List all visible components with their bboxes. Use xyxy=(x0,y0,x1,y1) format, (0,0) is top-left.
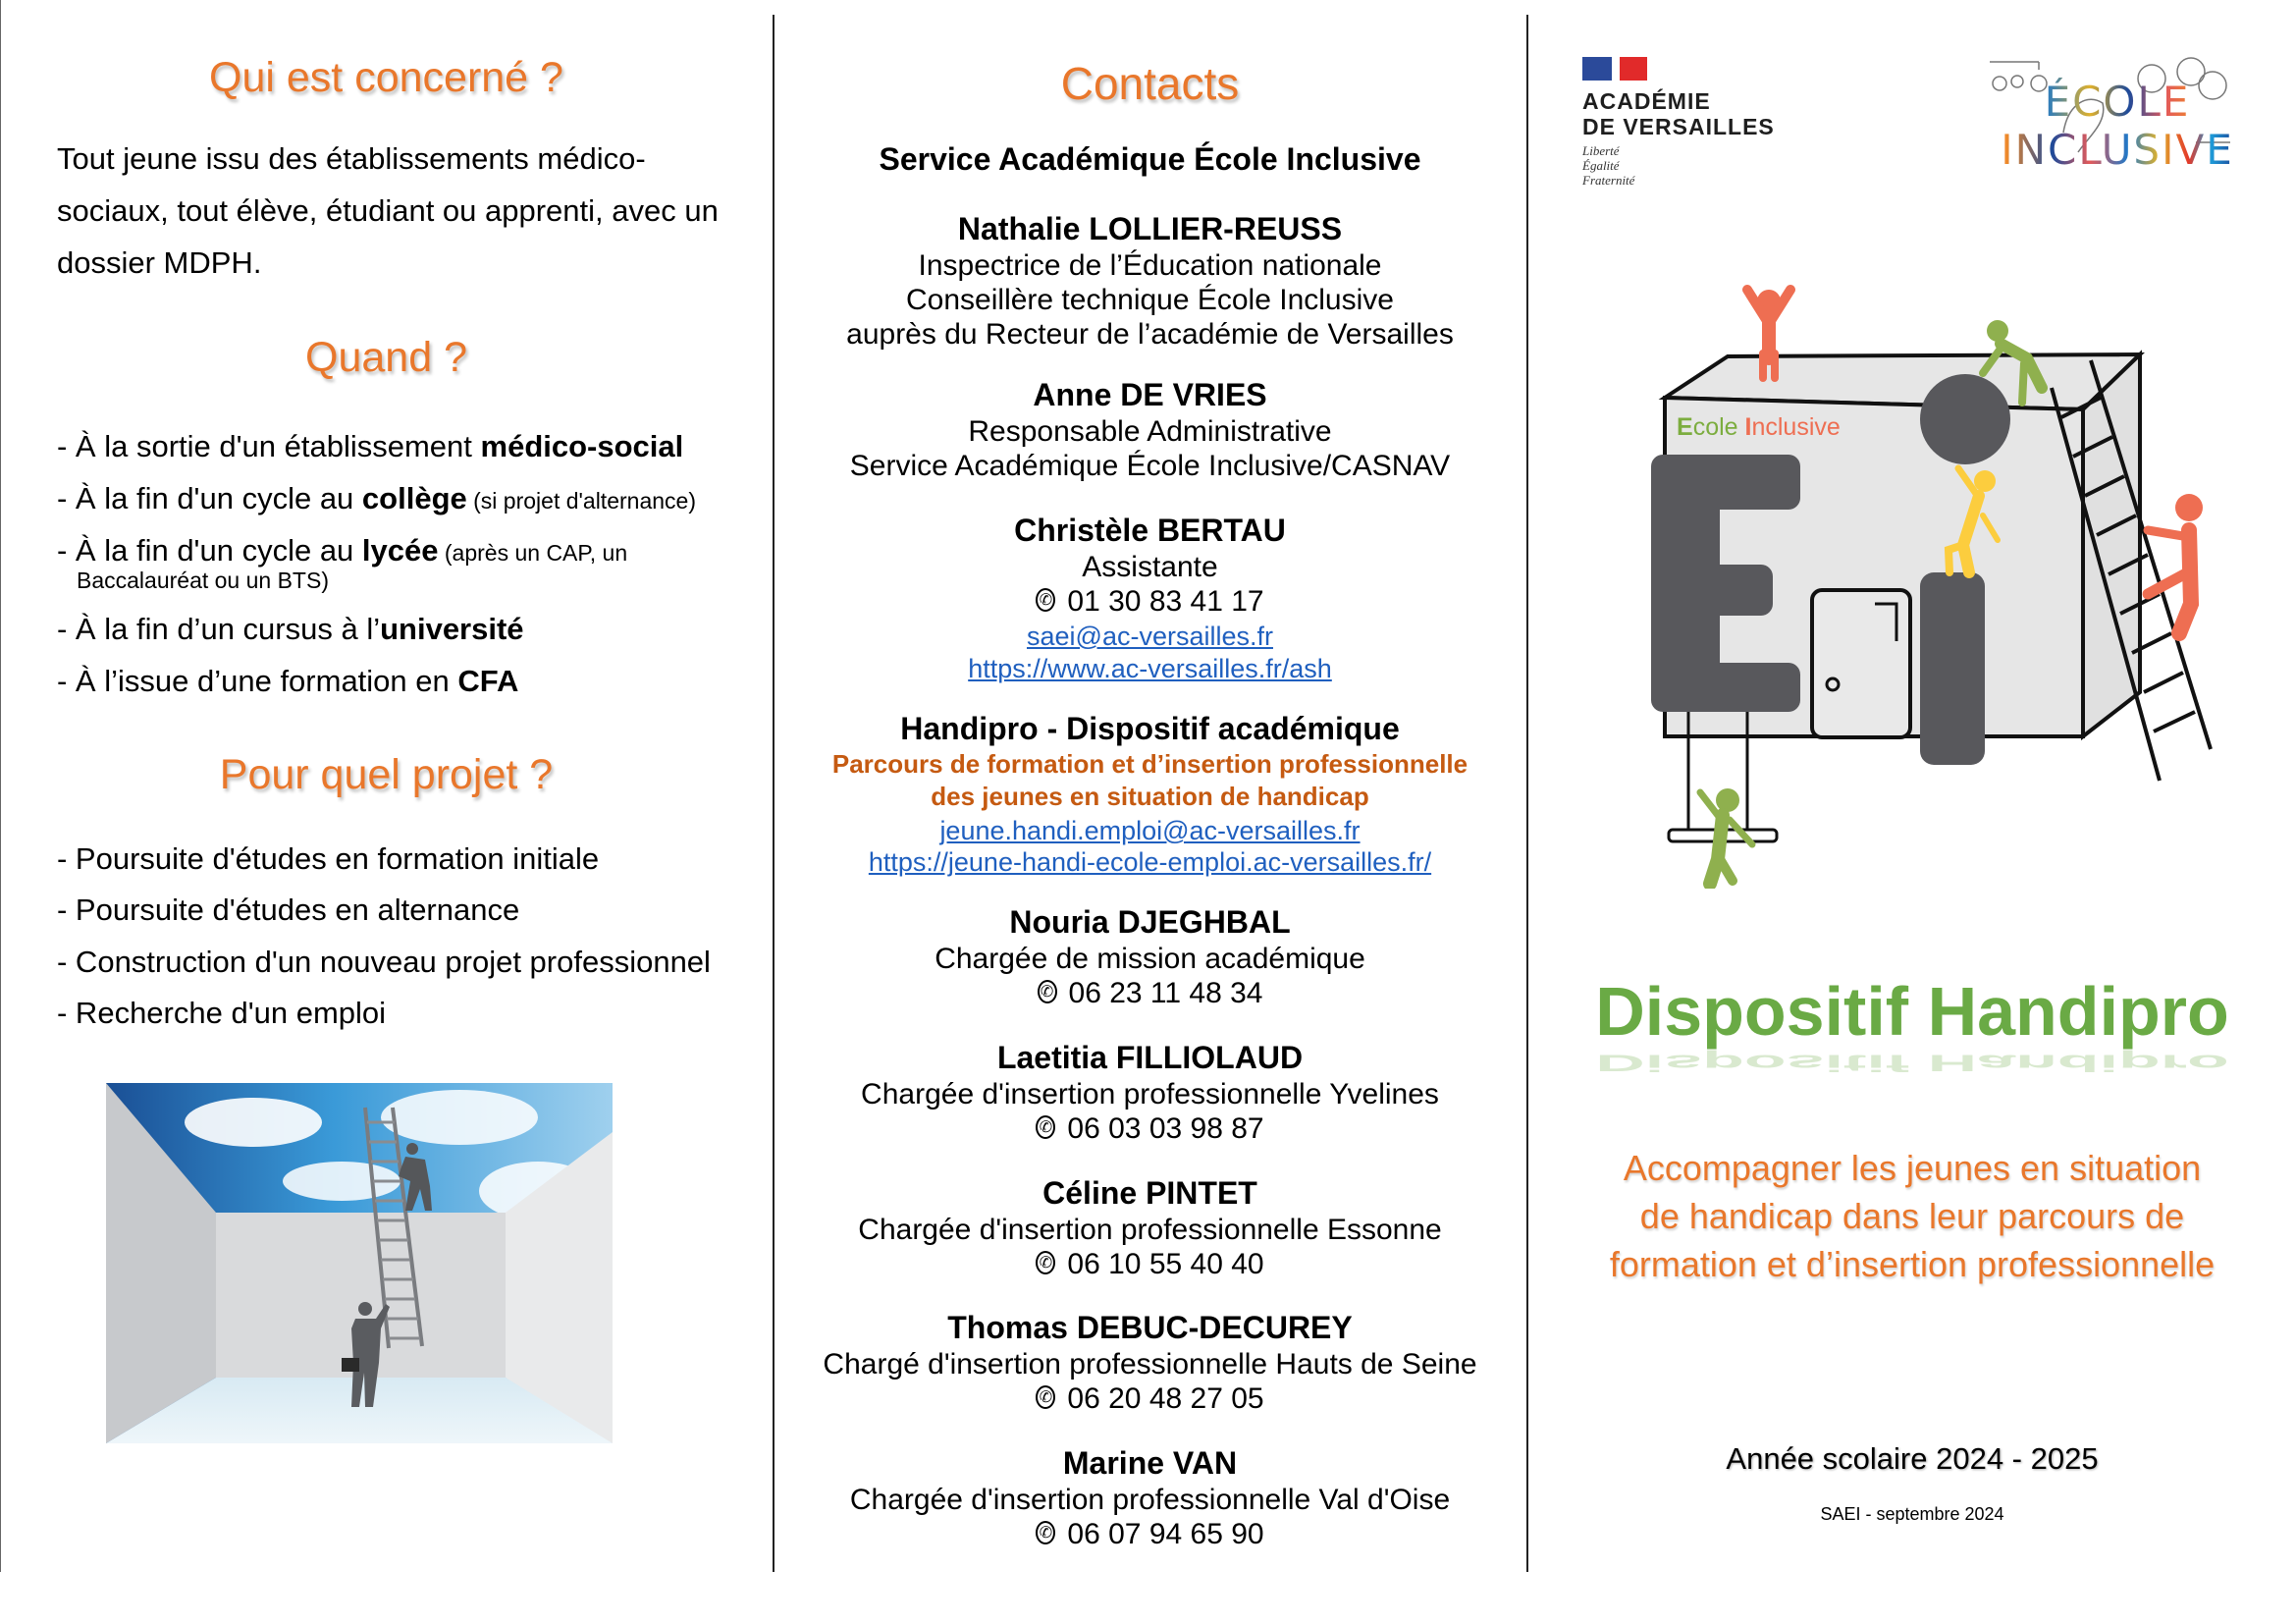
contact-name: Thomas DEBUC-DECUREY xyxy=(947,1310,1353,1345)
when-item: - À l’issue d’une formation en CFA xyxy=(57,664,519,698)
contacts-panel xyxy=(775,0,1524,1572)
contact-role: Chargée d'insertion professionnelle Val d'Oise xyxy=(849,1484,1451,1516)
contact-phone: ✆ 06 10 55 40 40 xyxy=(775,1247,1524,1281)
contact-phone: ✆ 06 07 94 65 90 xyxy=(775,1517,1524,1551)
contact-role: Assistante xyxy=(1082,551,1218,583)
contact-role: Chargé d'insertion professionnelle Hauts de Seine xyxy=(823,1348,1477,1380)
ladder-photo-image xyxy=(106,1083,613,1443)
contact-url-row xyxy=(775,651,1524,686)
when-item: - À la sortie d'un établissement médico-social xyxy=(57,429,684,463)
phone-icon: ✆ xyxy=(1036,1385,1055,1409)
phone-icon: ✆ xyxy=(1036,588,1055,612)
contact-name: Marine VAN xyxy=(1062,1445,1238,1481)
who-line: sociaux, tout élève, étudiant ou apprenti, avec un xyxy=(57,193,719,228)
academie-versailles-logo xyxy=(1582,57,1789,188)
ecole-inclusive-illustration xyxy=(1629,280,2238,889)
cover-title: Dispositif Handipro xyxy=(1595,973,2229,1050)
academie-line1: ACADÉMIE xyxy=(1582,88,1711,114)
cover-subtitle: Accompagner les jeunes en situation de handicap dans leur parcours de formation et d’insertion professionnelle xyxy=(1609,1148,2216,1284)
footer-credit: SAEI - septembre 2024 xyxy=(1820,1504,2004,1524)
contact-name: Nathalie LOLLIER-REUSS xyxy=(957,211,1343,246)
contact-role: Service Académique École Inclusive/CASNAV xyxy=(849,450,1451,482)
motto: Liberté Égalité Fraternité xyxy=(1582,143,1635,188)
contact-url-link[interactable]: https://www.ac-versailles.fr/ash xyxy=(968,654,1332,683)
contact-phone: ✆ 01 30 83 41 17 xyxy=(775,584,1524,619)
project-heading: Pour quel projet ? xyxy=(219,751,554,798)
contact-role: Chargée d'insertion professionnelle Yvelines xyxy=(861,1078,1439,1110)
ladder-photo xyxy=(106,1083,613,1443)
ei-cube-illustration xyxy=(1629,280,2238,889)
handipro-title: Handipro - Dispositif académique xyxy=(900,711,1400,746)
contact-role: Inspectrice de l’Éducation nationale xyxy=(918,249,1382,282)
who-heading: Qui est concerné ? xyxy=(209,54,563,101)
when-item: - À la fin d’un cursus à l’université xyxy=(57,612,524,646)
contact-email-link[interactable]: saei@ac-versailles.fr xyxy=(1027,622,1273,651)
column-divider-1 xyxy=(773,15,774,1572)
contact-name: Anne DE VRIES xyxy=(1033,377,1267,412)
left-panel xyxy=(0,0,773,1572)
service-name: Service Académique École Inclusive xyxy=(879,141,1421,177)
contact-name: Nouria DJEGHBAL xyxy=(1009,904,1291,940)
ecole-inclusive-wordmark: ÉCOLE INCLUSIVE xyxy=(2001,78,2234,174)
project-item: - Recherche d'un emploi xyxy=(57,996,387,1030)
contact-name: Christèle BERTAU xyxy=(1014,513,1286,548)
contacts-heading: Contacts xyxy=(1060,58,1240,109)
handipro-email-row xyxy=(775,813,1524,848)
contact-role: Responsable Administrative xyxy=(968,415,1332,448)
phone-icon: ✆ xyxy=(1038,980,1057,1003)
handipro-url-row xyxy=(775,844,1524,880)
cover-panel xyxy=(1528,0,2296,1572)
illustration-label: Ecole Inclusive xyxy=(1677,413,1841,441)
contact-role: Chargée d'insertion professionnelle Essonne xyxy=(858,1214,1442,1246)
when-item: - À la fin d'un cycle au lycée (après un CAP, un xyxy=(57,533,628,568)
contact-phone: ✆ 06 20 48 27 05 xyxy=(775,1381,1524,1416)
phone-icon: ✆ xyxy=(1036,1521,1055,1544)
contact-role: auprès du Recteur de l’académie de Versailles xyxy=(846,318,1454,351)
when-item: - À la fin d'un cycle au collège (si projet d'alternance) xyxy=(57,481,696,515)
when-heading: Quand ? xyxy=(305,334,467,381)
academie-line2: DE VERSAILLES xyxy=(1582,114,1775,139)
contact-role: Chargée de mission académique xyxy=(934,943,1365,975)
project-item: - Poursuite d'études en alternance xyxy=(57,893,520,927)
handipro-email-link[interactable]: jeune.handi.emploi@ac-versailles.fr xyxy=(939,816,1361,845)
handipro-url-link[interactable]: https://jeune-handi-ecole-emploi.ac-versailles.fr/ xyxy=(868,847,1432,877)
project-item: - Construction d'un nouveau projet professionnel xyxy=(57,945,711,979)
when-item-continuation: Baccalauréat ou un BTS) xyxy=(77,568,329,593)
phone-icon: ✆ xyxy=(1036,1115,1055,1139)
who-text xyxy=(57,133,744,289)
handipro-subtitle: Parcours de formation et d’insertion professionnelle xyxy=(831,749,1468,779)
who-line: dossier MDPH. xyxy=(57,245,262,280)
ecole-inclusive-logo xyxy=(1970,44,2265,174)
contact-phone: ✆ 06 23 11 48 34 xyxy=(775,976,1524,1010)
contact-name: Laetitia FILLIOLAUD xyxy=(996,1040,1304,1075)
handipro-subtitle: des jeunes en situation de handicap xyxy=(931,782,1369,811)
contact-email-row xyxy=(775,619,1524,654)
contact-phone: ✆ 06 03 03 98 87 xyxy=(775,1111,1524,1146)
marianne-flag-icon xyxy=(1582,57,1789,82)
project-item: - Poursuite d'études en formation initiale xyxy=(57,841,600,876)
contact-role: Conseillère technique École Inclusive xyxy=(906,284,1394,316)
cover-title-reflection: Dispositif Handipro xyxy=(1595,1050,2229,1077)
who-line: Tout jeune issu des établissements médico- xyxy=(57,141,646,176)
phone-icon: ✆ xyxy=(1036,1251,1055,1274)
contact-name: Céline PINTET xyxy=(1042,1175,1257,1211)
school-year: Année scolaire 2024 - 2025 xyxy=(1726,1441,2099,1476)
